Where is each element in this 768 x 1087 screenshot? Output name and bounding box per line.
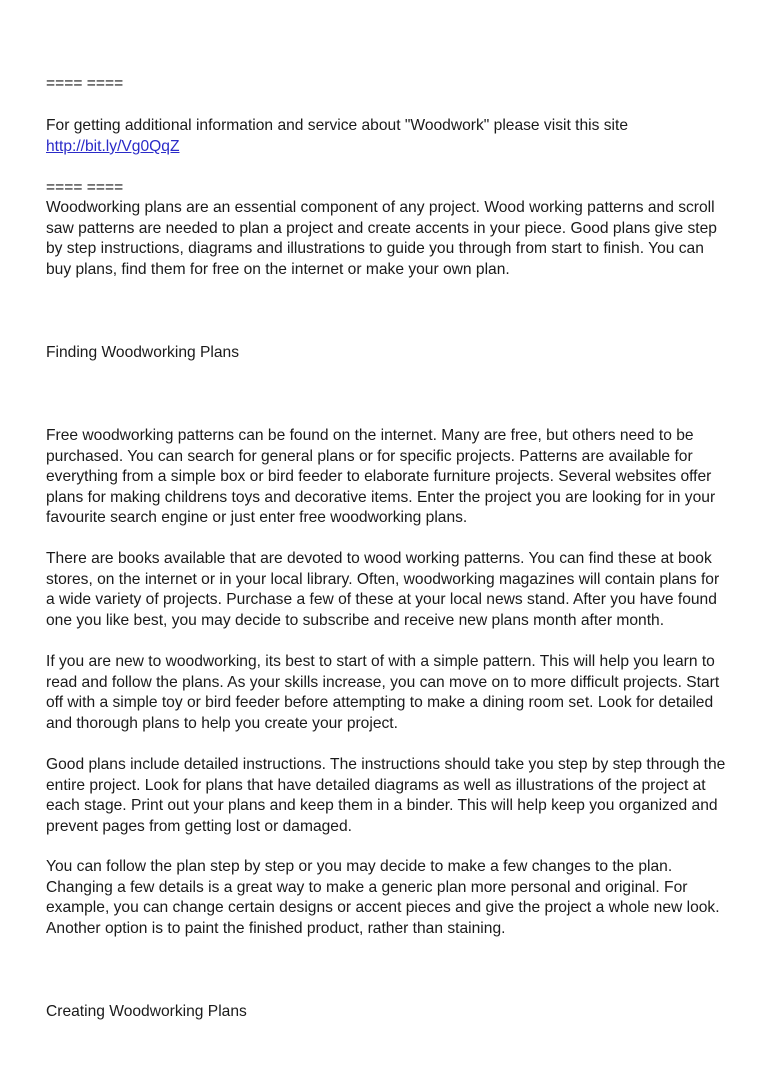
info-text: For getting additional information and service about "Woodwork" please visit this site: [46, 117, 628, 134]
paragraph-line: everything from a simple box or bird feeder to elaborate furniture projects. Several websites offer: [46, 468, 712, 486]
paragraph-line: Changing a few details is a great way to make a generic plan more personal and original. For: [46, 878, 688, 896]
heading-creating-plans: Creating Woodworking Plans: [46, 1003, 247, 1020]
paragraph-line: entire project. Look for plans that have detailed diagrams as well as illustrations of the project at: [46, 776, 706, 794]
paragraph-line: favourite search engine or just enter free woodworking plans.: [46, 509, 468, 527]
paragraph-line: each stage. Print out your plans and keep them in a binder. This will help keep you organized and: [46, 797, 718, 815]
paragraph-line: There are books available that are devoted to wood working patterns. You can find these at book: [46, 550, 712, 567]
new-to-woodworking-paragraph: [46, 652, 736, 734]
paragraph-line: You can follow the plan step by step or you may decide to make a few changes to the plan.: [46, 858, 673, 875]
separator-middle: ==== ====: [46, 179, 124, 196]
paragraph-line: a wide variety of projects. Purchase a few of these at your local news stand. After you have found: [46, 591, 717, 609]
free-patterns-paragraph: [46, 426, 736, 529]
paragraph-line: by step instructions, diagrams and illustrations to guide you through from start to finish. You can: [46, 240, 704, 258]
good-plans-paragraph: [46, 755, 736, 837]
heading-finding-plans: Finding Woodworking Plans: [46, 344, 240, 361]
separator-top: ==== ====: [46, 75, 124, 92]
info-link[interactable]: http://bit.ly/Vg0QqZ: [46, 138, 180, 155]
paragraph-line: read and follow the plans. As your skills increase, you can move on to more difficult projects. Start: [46, 673, 720, 691]
paragraph-line: Another option is to paint the finished product, rather than staining.: [46, 919, 506, 937]
paragraph-line: example, you can change certain designs or accent pieces and give the project a whole new look.: [46, 899, 720, 917]
paragraph-line: prevent pages from getting lost or damaged.: [46, 817, 352, 835]
paragraph-line: If you are new to woodworking, its best to start of with a simple pattern. This will help you learn to: [46, 653, 715, 670]
paragraph-line: Woodworking plans are an essential component of any project. Wood working patterns and scroll: [46, 199, 715, 216]
paragraph-line: purchased. You can search for general plans or for specific projects. Patterns are available for: [46, 447, 693, 465]
follow-plan-paragraph: [46, 857, 736, 939]
paragraph-line: one you like best, you may decide to subscribe and receive new plans month after month.: [46, 611, 665, 629]
paragraph-line: buy plans, find them for free on the internet or make your own plan.: [46, 260, 510, 278]
books-paragraph: [46, 549, 736, 631]
paragraph-line: saw patterns are needed to plan a project and create accents in your piece. Good plans give step: [46, 219, 717, 237]
paragraph-line: stores, on the internet or in your local library. Often, woodworking magazines will contain plans for: [46, 570, 720, 588]
paragraph-line: and thorough plans to help you create your project.: [46, 714, 398, 732]
paragraph-line: plans for making childrens toys and decorative items. Enter the project you are looking for in your: [46, 488, 716, 506]
paragraph-line: Good plans include detailed instructions. The instructions should take you step by step through the: [46, 756, 726, 773]
intro-paragraph: [46, 198, 736, 280]
paragraph-line: Free woodworking patterns can be found on the internet. Many are free, but others need to be: [46, 427, 694, 444]
paragraph-line: off with a simple toy or bird feeder before attempting to make a dining room set. Look for detailed: [46, 694, 714, 712]
